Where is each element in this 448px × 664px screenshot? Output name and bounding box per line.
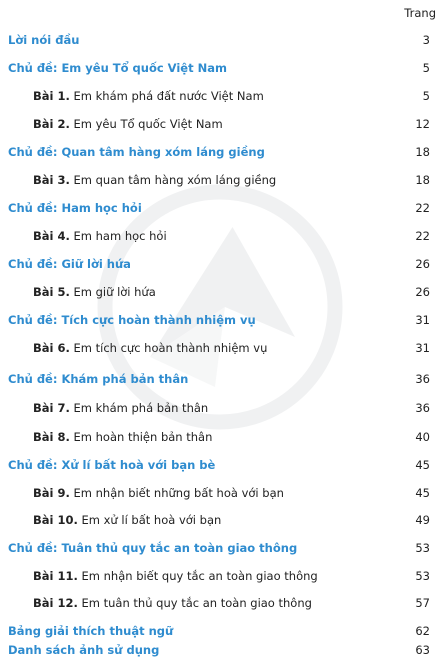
toc-entry-page: 45	[415, 486, 430, 500]
toc-entry[interactable]	[0, 282, 448, 302]
toc-lesson-number: Bài 1.	[33, 89, 70, 103]
toc-entry[interactable]	[0, 510, 448, 530]
toc-lesson-number: Bài 6.	[33, 341, 70, 355]
publisher-watermark-icon	[95, 182, 345, 432]
toc-lesson-number: Bài 8.	[33, 430, 70, 444]
toc-entry[interactable]	[0, 114, 448, 134]
toc-entry-title	[33, 398, 208, 418]
toc-entry-page: 3	[422, 33, 430, 47]
toc-entry-title	[33, 510, 221, 530]
toc-lesson-title: Em hoàn thiện bản thân	[73, 430, 213, 444]
toc-entry[interactable]	[0, 566, 448, 586]
toc-lesson-title: Em yêu Tổ quốc Việt Nam	[73, 117, 223, 131]
toc-entry-page: 26	[415, 257, 430, 271]
toc-entry-title: Chủ đề: Tích cực hoàn thành nhiệm vụ	[8, 313, 256, 327]
toc-entry-page: 40	[415, 430, 430, 444]
toc-entry-page: 18	[415, 145, 430, 159]
toc-lesson-number: Bài 9.	[33, 486, 70, 500]
toc-entry-page: 31	[415, 341, 430, 355]
toc-entry-page: 49	[415, 513, 430, 527]
toc-entry[interactable]	[0, 640, 448, 660]
toc-entry[interactable]	[0, 483, 448, 503]
toc-entry-title: Chủ đề: Quan tâm hàng xóm láng giềng	[8, 145, 265, 159]
toc-entry-title	[33, 427, 212, 447]
toc-entry-title	[33, 593, 312, 613]
toc-entry-title	[33, 338, 267, 358]
toc-entry[interactable]	[0, 310, 448, 330]
toc-entry-title	[33, 114, 223, 134]
toc-entry-title: Chủ đề: Em yêu Tổ quốc Việt Nam	[8, 61, 227, 75]
toc-entry[interactable]	[0, 226, 448, 246]
toc-lesson-title: Em tuân thủ quy tắc an toàn giao thông	[81, 596, 312, 610]
toc-lesson-title: Em nhận biết những bất hoà với bạn	[73, 486, 284, 500]
toc-entry-page: 36	[415, 372, 430, 386]
toc-entry-page: 63	[415, 643, 430, 657]
toc-entry[interactable]	[0, 621, 448, 641]
toc-entry-page: 12	[415, 117, 430, 131]
toc-lesson-number: Bài 4.	[33, 229, 70, 243]
toc-entry-title: Chủ đề: Khám phá bản thân	[8, 372, 189, 386]
toc-entry-page: 53	[415, 569, 430, 583]
toc-entry-title: Bảng giải thích thuật ngữ	[8, 624, 174, 638]
toc-entry[interactable]	[0, 86, 448, 106]
toc-entry-title: Lời nói đầu	[8, 33, 80, 47]
toc-entry-title	[33, 170, 276, 190]
toc-lesson-number: Bài 10.	[33, 513, 78, 527]
toc-entry[interactable]	[0, 142, 448, 162]
toc-entry[interactable]	[0, 369, 448, 389]
toc-entry[interactable]	[0, 427, 448, 447]
toc-entry-page: 53	[415, 541, 430, 555]
toc-entry-title	[33, 483, 284, 503]
toc-entry[interactable]	[0, 58, 448, 78]
toc-lesson-number: Bài 5.	[33, 285, 70, 299]
toc-lesson-title: Em nhận biết quy tắc an toàn giao thông	[81, 569, 318, 583]
toc-entry-page: 36	[415, 401, 430, 415]
toc-entry-page: 62	[415, 624, 430, 638]
toc-entry-page: 22	[415, 201, 430, 215]
toc-entry-page: 22	[415, 229, 430, 243]
toc-lesson-title: Em khám phá đất nước Việt Nam	[73, 89, 264, 103]
toc-lesson-number: Bài 2.	[33, 117, 70, 131]
toc-lesson-number: Bài 7.	[33, 401, 70, 415]
toc-lesson-title: Em giữ lời hứa	[73, 285, 156, 299]
toc-entry-page: 5	[422, 61, 430, 75]
page-column-header: Trang	[404, 6, 436, 20]
toc-entry-page: 45	[415, 458, 430, 472]
toc-entry-title: Chủ đề: Tuân thủ quy tắc an toàn giao thông	[8, 541, 298, 555]
toc-entry-title: Chủ đề: Ham học hỏi	[8, 201, 142, 215]
toc-entry-title	[33, 226, 167, 246]
toc-entry-page: 18	[415, 173, 430, 187]
toc-entry-title: Chủ đề: Xử lí bất hoà với bạn bè	[8, 458, 216, 472]
toc-entry-page: 57	[415, 596, 430, 610]
toc-lesson-title: Em khám phá bản thân	[73, 401, 209, 415]
toc-entry[interactable]	[0, 170, 448, 190]
toc-entry-title	[33, 566, 318, 586]
toc-lesson-title: Em ham học hỏi	[73, 229, 167, 243]
toc-lesson-title: Em xử lí bất hoà với bạn	[81, 513, 222, 527]
toc-entry-page: 31	[415, 313, 430, 327]
toc-lesson-title: Em tích cực hoàn thành nhiệm vụ	[73, 341, 268, 355]
toc-lesson-number: Bài 12.	[33, 596, 78, 610]
toc-entry[interactable]	[0, 593, 448, 613]
toc-entry[interactable]	[0, 198, 448, 218]
toc-lesson-title: Em quan tâm hàng xóm láng giềng	[73, 173, 277, 187]
toc-entry[interactable]	[0, 455, 448, 475]
toc-entry-title	[33, 282, 156, 302]
toc-entry[interactable]	[0, 338, 448, 358]
toc-lesson-number: Bài 3.	[33, 173, 70, 187]
toc-entry[interactable]	[0, 254, 448, 274]
toc-entry[interactable]	[0, 538, 448, 558]
toc-entry[interactable]	[0, 30, 448, 50]
toc-entry-title: Chủ đề: Giữ lời hứa	[8, 257, 131, 271]
toc-entry-page: 26	[415, 285, 430, 299]
toc-entry-title: Danh sách ảnh sử dụng	[8, 643, 160, 657]
toc-entry-page: 5	[422, 89, 430, 103]
toc-lesson-number: Bài 11.	[33, 569, 78, 583]
toc-entry-title	[33, 86, 264, 106]
toc-entry[interactable]	[0, 398, 448, 418]
